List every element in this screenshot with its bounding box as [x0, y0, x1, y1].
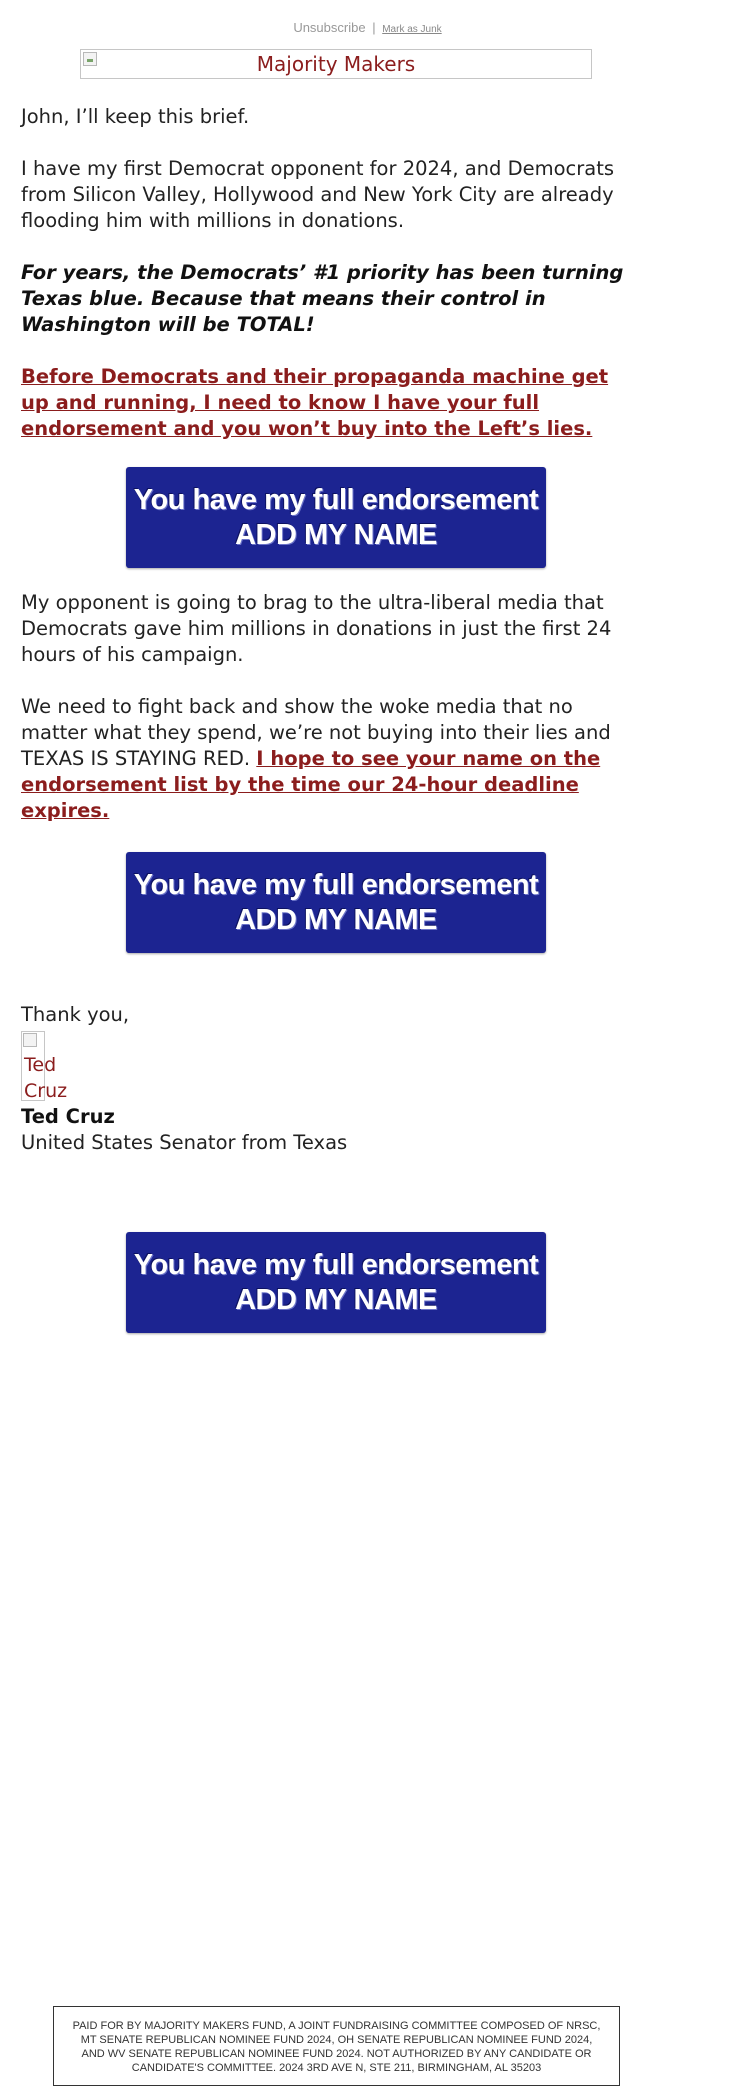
endorse-button-1[interactable]	[126, 467, 546, 568]
endorsement-link[interactable]: Before Democrats and their propaganda machine get up and running, I need to know I have your full endorsement and you won’t buy into the Left’s lies.	[21, 365, 609, 440]
endorse-button-line1: You have my full endorsement	[133, 483, 539, 516]
fight-back-text: We need to fight back and show the woke media that no matter what they spend, we’re not buying into their lies and TEXAS IS STAYING RED.	[21, 695, 611, 770]
paragraph-opponent: I have my first Democrat opponent for 2024, and Democrats from Silicon Valley, Hollywood and New York City are already flooding him with millions in donations.	[21, 157, 615, 232]
broken-image-icon	[23, 1033, 37, 1047]
mark-as-junk-link[interactable]: Mark as Junk	[382, 24, 442, 35]
endorse-button-2[interactable]	[126, 852, 546, 953]
greeting: John, I’ll keep this brief.	[21, 105, 250, 128]
signature-alt-text: Ted Cruz	[24, 1054, 68, 1102]
unsubscribe-link[interactable]: Unsubscribe	[293, 20, 366, 35]
endorse-button-line2: ADD MY NAME	[235, 518, 437, 551]
email-body	[21, 104, 641, 468]
deadline-link[interactable]: I hope to see your name on the endorsement list by the time our 24-hour deadline expires.	[21, 747, 601, 822]
signer-name: Ted Cruz	[21, 1105, 115, 1128]
endorse-button-3[interactable]	[126, 1232, 546, 1333]
endorse-button-line2: ADD MY NAME	[235, 903, 437, 936]
broken-image-icon	[83, 52, 97, 66]
thank-you: Thank you,	[21, 1003, 130, 1026]
endorse-button-line1: You have my full endorsement	[133, 868, 539, 901]
signer-title: United States Senator from Texas	[21, 1131, 348, 1154]
signature-image	[21, 1031, 68, 1102]
paragraph-endorsement-link-wrap	[21, 364, 641, 442]
paragraph-fight-back	[21, 694, 641, 824]
logo-alt-text: Majority Makers	[256, 52, 416, 76]
paragraph-texas-blue: For years, the Democrats’ #1 priority has been turning Texas blue. Because that means their control in Washington will be TOTAL!	[21, 261, 624, 336]
logo-image[interactable]	[80, 49, 592, 79]
email-header-links	[0, 20, 735, 35]
endorse-button-line2: ADD MY NAME	[235, 1283, 437, 1316]
endorse-button-line1: You have my full endorsement	[133, 1248, 539, 1281]
signature-block	[21, 1104, 347, 1156]
email-body-middle	[21, 590, 641, 850]
paid-for-disclaimer: PAID FOR BY MAJORITY MAKERS FUND, A JOINT FUNDRAISING COMMITTEE COMPOSED OF NRSC, MT SENATE REPUBLICAN NOMINEE FUND 2024, OH SENATE REPUBLICAN NOMINEE FUND 2024, AND WV SENATE REPUBLICAN NOMINEE FUND 2024. NOT AUTHORIZED BY ANY CANDIDATE OR CANDIDATE'S COMMITTEE. 2024 3RD AVE N, STE 211, BIRMINGHAM, AL 35203	[53, 2006, 620, 2086]
header-separator: |	[372, 20, 376, 35]
paragraph-media-brag: My opponent is going to brag to the ultra-liberal media that Democrats gave him millions in donations in just the first 24 hours of his campaign.	[21, 591, 612, 666]
